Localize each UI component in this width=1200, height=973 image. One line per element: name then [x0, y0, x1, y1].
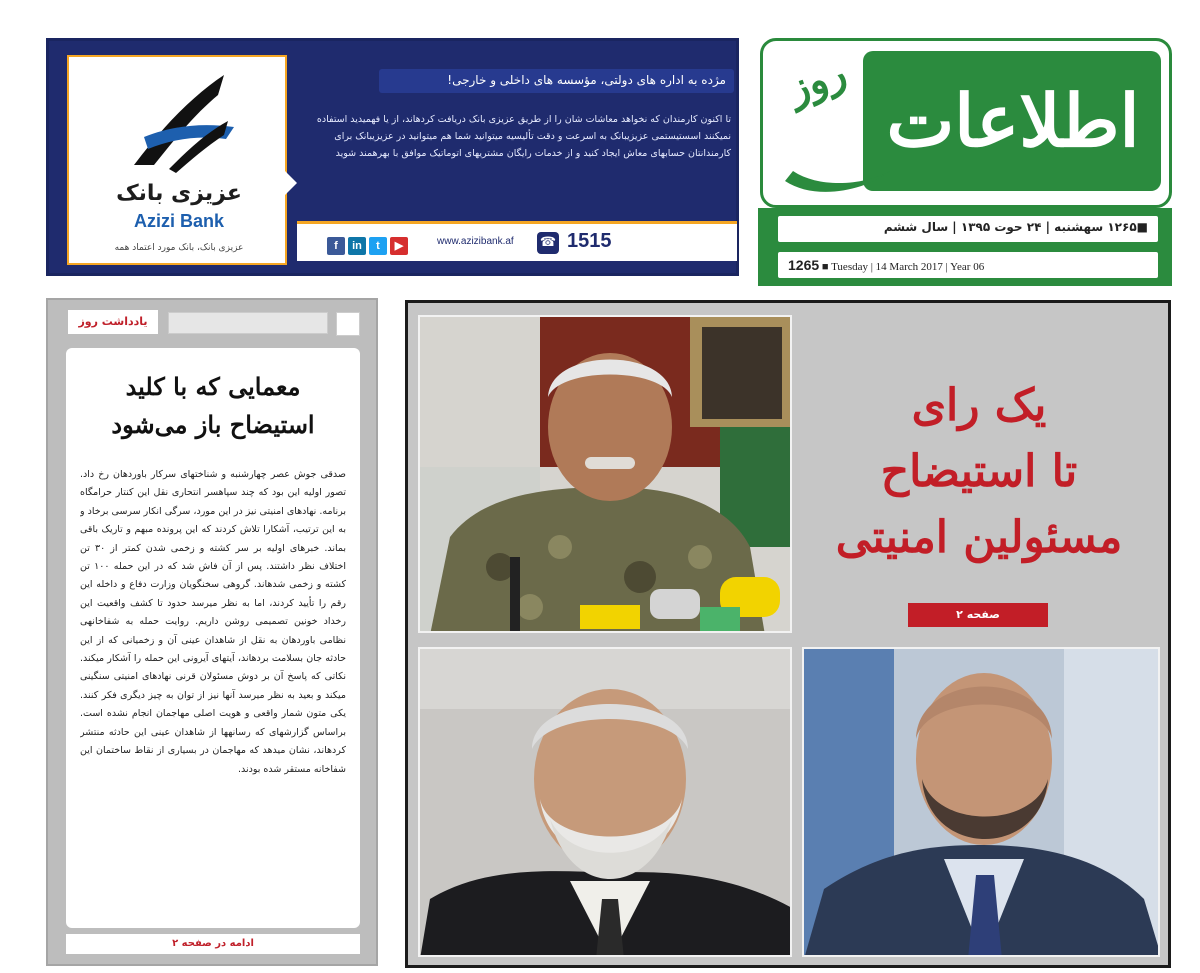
- column-headline-line1: معمایی که با کلید: [125, 372, 301, 401]
- main-headline-line2: تا استیضاح: [880, 446, 1078, 497]
- linkedin-icon[interactable]: in: [348, 237, 366, 255]
- column-headline-line2: استیضاح باز می‌شود: [111, 410, 315, 439]
- photo-suited-official-image: [804, 649, 1160, 957]
- azizi-bank-logo-icon: [114, 65, 244, 185]
- photo-bearded-official[interactable]: [418, 647, 792, 957]
- newspaper-masthead: [760, 38, 1172, 208]
- issue-number: 1265: [788, 257, 820, 273]
- masthead-swoosh-icon: [775, 111, 895, 201]
- page-reference-link[interactable]: صفحه ۲: [908, 603, 1048, 627]
- date-english: [778, 252, 1158, 278]
- ad-headline: مژده به اداره های دولتی، مؤسسه های داخلی و خارجی!: [379, 69, 734, 93]
- column-header-square: [336, 312, 360, 336]
- twitter-icon[interactable]: t: [369, 237, 387, 255]
- azizi-bank-ad[interactable]: [46, 38, 739, 276]
- main-headline-line1: یک رای: [911, 380, 1047, 431]
- column-continued-link[interactable]: ادامه در صفحه ۲: [66, 934, 360, 954]
- photo-suited-official[interactable]: [802, 647, 1160, 957]
- editorial-column: [46, 298, 378, 966]
- masthead-title-panel: [863, 51, 1161, 191]
- column-header-bar: [168, 312, 328, 334]
- main-story: [405, 300, 1171, 968]
- newspaper-title: اطلاعات: [886, 78, 1140, 163]
- phone-icon: ☎: [537, 232, 559, 254]
- main-headline-line3: مسئولین امنیتی: [835, 512, 1123, 563]
- column-body-text: صدقی جوش عصر چهارشنبه و شناختهای سرکار باوردهان رخ داد. تصور اولیه این بود که چند سپاهسر انتحاری نقل این کنتار حرامگاه برنامه. نهادهای امنیتی نیز در این مورد، سرگی انکار سرسی برخاد و به این ترتیب، آشکارا تلاش کردند که این پرونده مبهم و تاریک باقی بماند. خبرهای اولیه بر سر کشته و زخمی شدن کمتر از ۳۰ تن اختلاف نظر داشتند. پس از آن فاش شد که در این حمله ۱۰۰ تن کشته و زخمی شدهاند. گروهی سخنگویان وزارت دفاع و داخله این رقم را تأیید کردند، اما به نظر میرسد حدود تا کشف واقعیت این رخداد خونین تصمیمی روشن داریم. روایت حمله به شفاخانهی نظامی باوردهان به نقل از شاهدان عینی آن و زخمیانی که از این حادثه جان بسلامت بردهاند، آیتهای آیرونی این حمله را آشکار میکند. نکاتی که پاسخ آن بر دوش مسئولان قرنی نهادهای امنیتی سنگینی میکند و بعید به نظر میرسد آنها نیز از توان به چیز دیگری فکر کنند. یکی متون شمار واقعی و هویت اصلی مهاجمان انجام نشده است. براساس گزارشهای که رسانهها از شاهدان عینی این حادثه منتشر کردهاند، نشان میدهد که مهاجمان در بسیاری از نقاط ساختمان این شفاخانه مستقر شده بودند.: [80, 469, 346, 775]
- date-banner: [758, 208, 1172, 286]
- youtube-icon[interactable]: ▶: [390, 237, 408, 255]
- newspaper-subtitle: روز: [781, 48, 853, 113]
- column-headline[interactable]: [78, 368, 348, 444]
- bank-slogan: عزیزی بانک، بانک مورد اعتماد همه: [114, 243, 244, 253]
- column-tag: یادداشت روز: [68, 310, 158, 334]
- date-english-text: ■ Tuesday | 14 March 2017 | Year 06: [821, 261, 985, 273]
- ad-footer: [297, 221, 737, 261]
- facebook-icon[interactable]: f: [327, 237, 345, 255]
- date-persian: ■۱۲۶۵ سهشنبه | ۲۴ حوت ۱۳۹۵ | سال ششم: [778, 216, 1158, 242]
- photo-official-uniform[interactable]: [418, 315, 792, 633]
- bank-name-fa: عزیزی بانک: [116, 181, 242, 206]
- bank-website-link[interactable]: www.azizibank.af: [437, 236, 514, 247]
- bank-phone-number[interactable]: 1515: [567, 230, 612, 252]
- bank-name-en: Azizi Bank: [133, 211, 225, 231]
- photo-bearded-official-image: [420, 649, 792, 957]
- social-icons: [327, 234, 417, 254]
- ad-body-text: تا اکنون کارمندان که نخواهد معاشات شان را از طریق عزیزی بانک دریافت کردهاند، از یا فهمیدید استفاده نمیکنند اسستیستمی عزیزیبانک به اسرعت و دقت تألیسیه میتوانید شما هم میتوانید در عزیزیبانک برای کارمندانتان حسابهای معاش ایجاد کنید و از خدمات رایگان مشتریهای اتوماتیک موافق با بهرهمند شوید: [316, 114, 731, 159]
- ad-brand-panel: [67, 55, 287, 265]
- column-paper: [66, 348, 360, 928]
- ad-notch-divider: [285, 171, 297, 195]
- main-headline[interactable]: [798, 373, 1160, 571]
- photo-official-uniform-image: [420, 317, 792, 633]
